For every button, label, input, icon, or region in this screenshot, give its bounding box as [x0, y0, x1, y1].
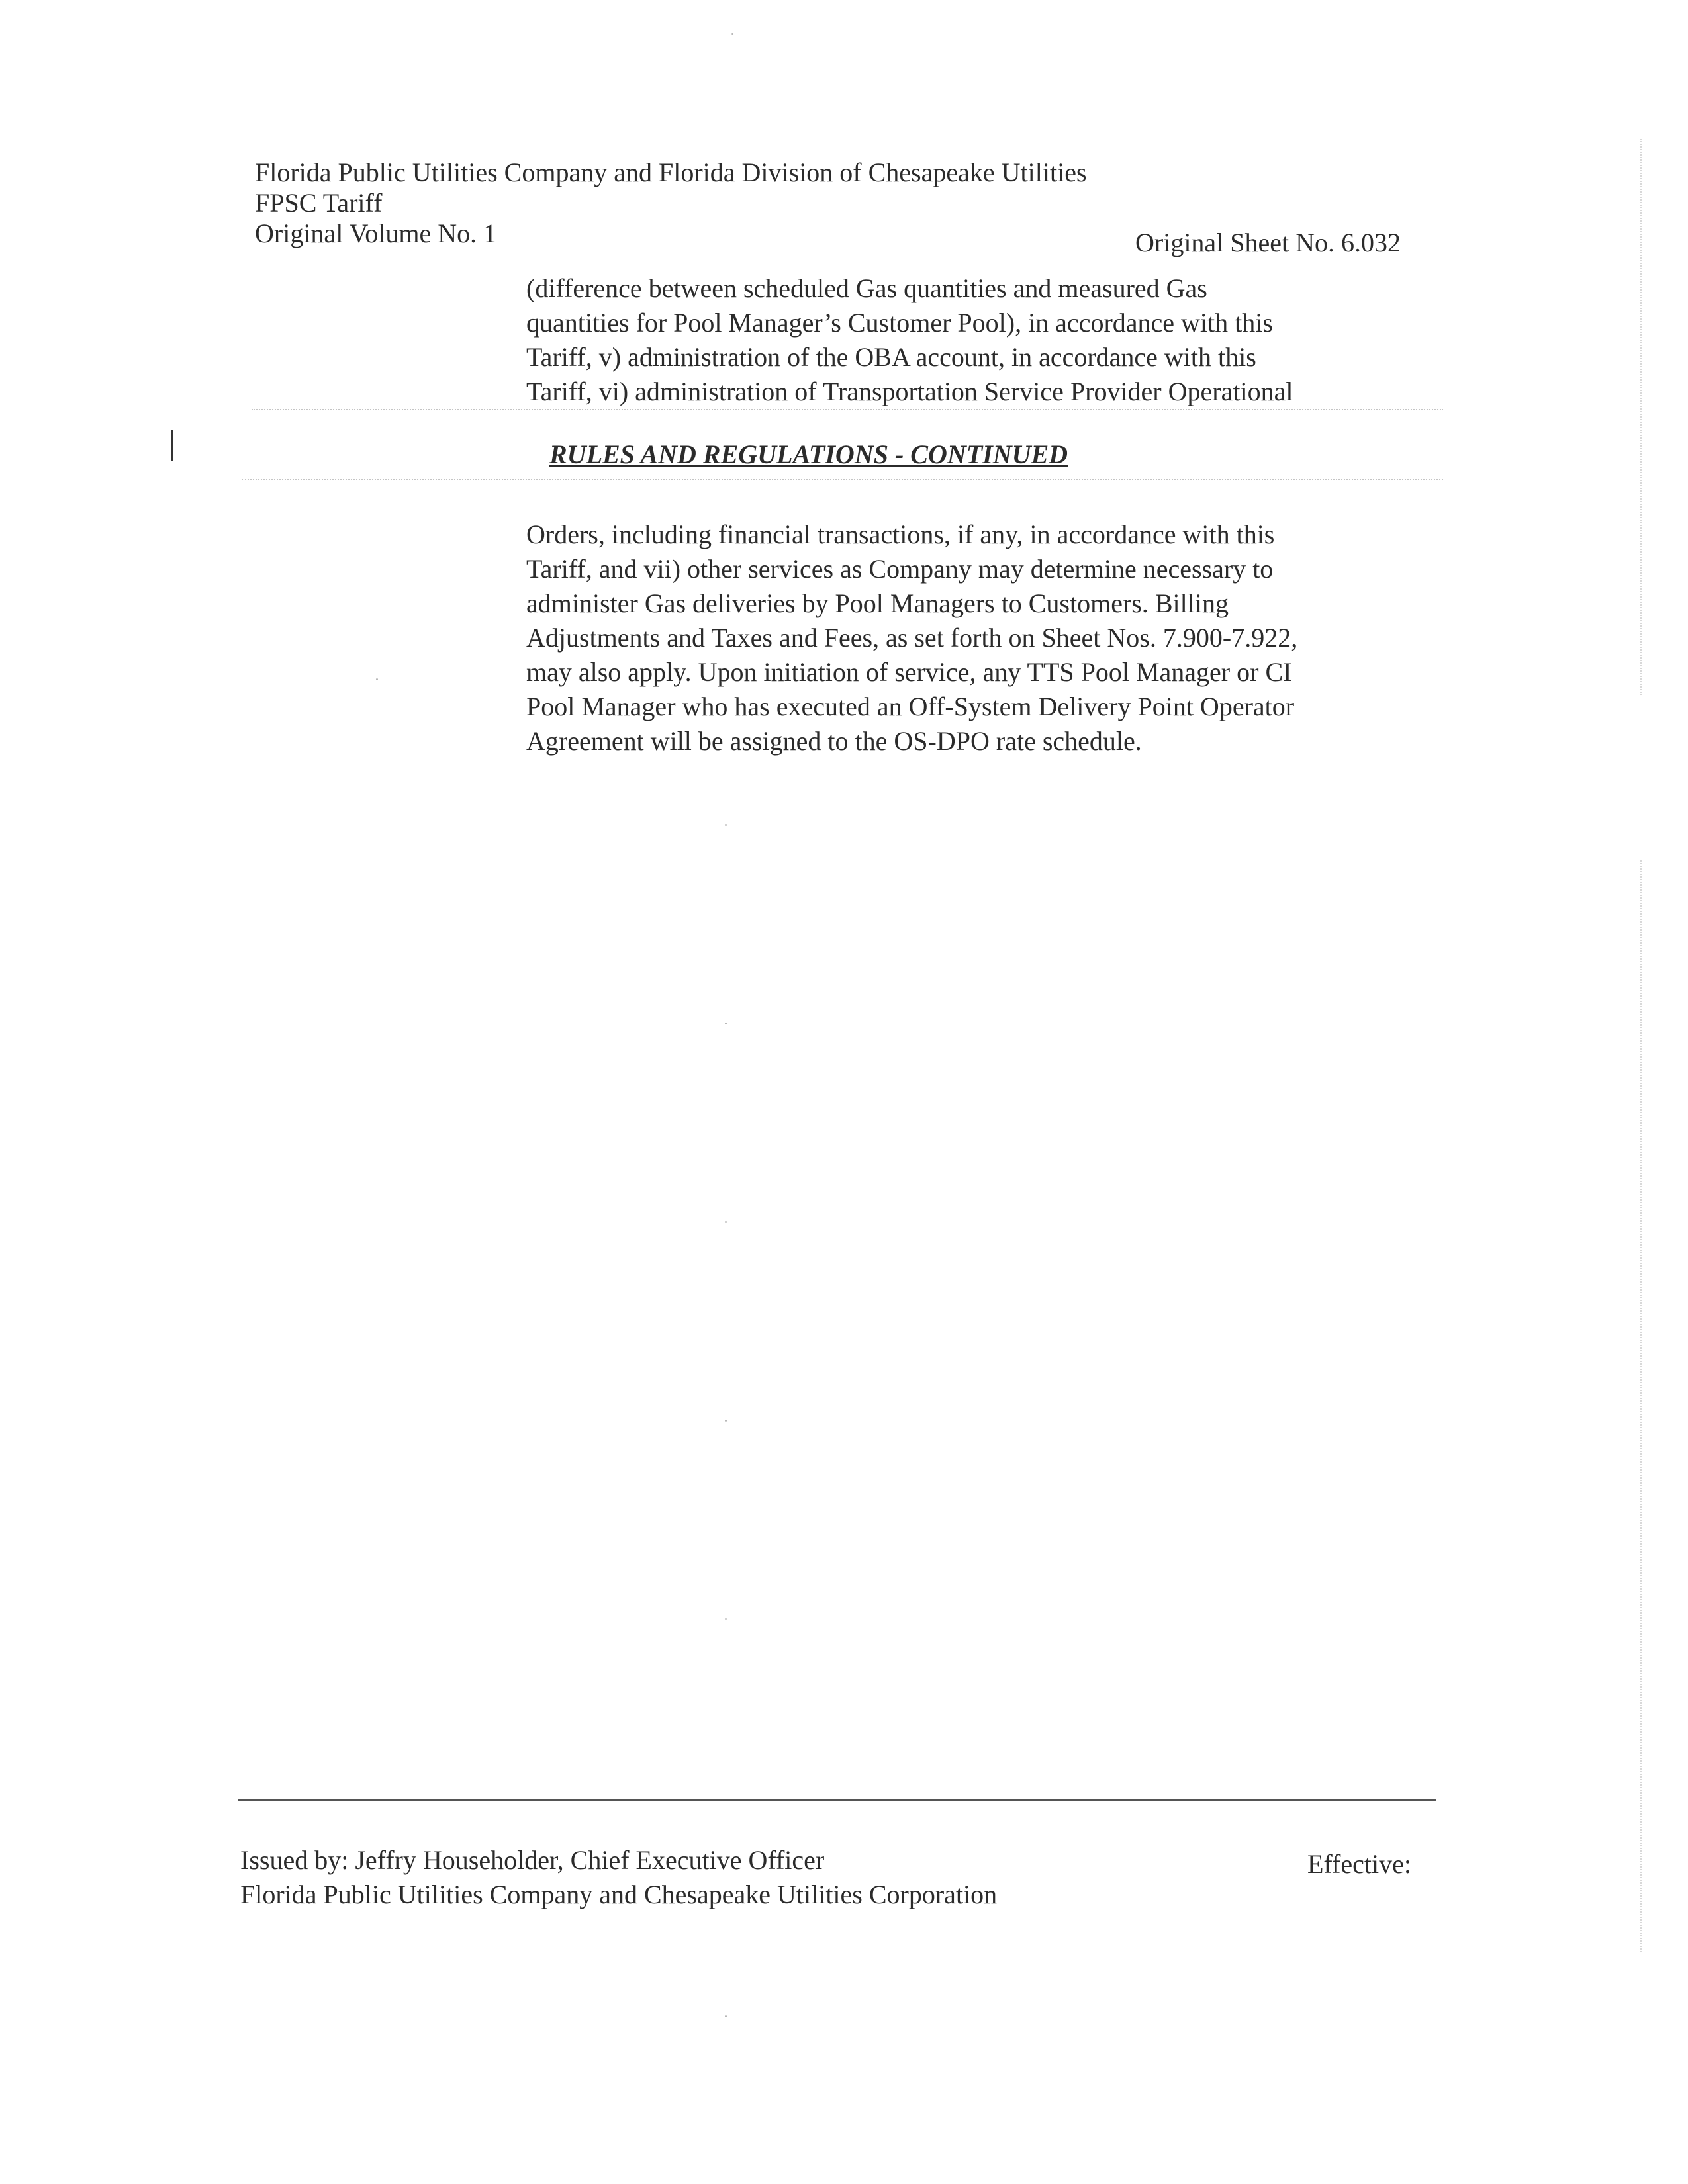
header-company-line: Florida Public Utilities Company and Florida Division of Chesapeake Utilities	[255, 158, 1087, 187]
section-title: RULES AND REGULATIONS - CONTINUED	[549, 439, 1068, 469]
footer-company: Florida Public Utilities Company and Chesapeake Utilities Corporation	[240, 1880, 998, 1909]
paste-divider-bottom	[242, 479, 1443, 480]
main-line-2: Tariff, and vii) other services as Company may determine necessary to	[526, 554, 1274, 584]
header-sheet-number: Original Sheet No. 6.032	[1135, 228, 1401, 257]
header-volume-line: Original Volume No. 1	[255, 218, 497, 248]
main-line-6: Pool Manager who has executed an Off-System Delivery Point Operator	[526, 692, 1295, 721]
main-line-4: Adjustments and Taxes and Fees, as set forth on Sheet Nos. 7.900-7.922,	[526, 623, 1298, 653]
header-tariff-line: FPSC Tariff	[255, 188, 383, 218]
carryover-paragraph	[526, 271, 1293, 409]
scan-speck	[725, 1023, 727, 1024]
scan-speck	[725, 1221, 727, 1223]
main-line-5: may also apply. Upon initiation of service, any TTS Pool Manager or CI	[526, 657, 1292, 687]
paste-divider-top	[252, 409, 1443, 410]
main-line-7: Agreement will be assigned to the OS-DPO rate schedule.	[526, 726, 1142, 756]
footer-rule	[238, 1799, 1436, 1801]
scan-speck	[731, 33, 733, 35]
carryover-line-1: (difference between scheduled Gas quantities and measured Gas	[526, 273, 1207, 303]
scan-speck	[725, 1420, 727, 1422]
footer-issued-by: Issued by: Jeffry Householder, Chief Executive Officer	[240, 1845, 825, 1875]
main-paragraph	[526, 518, 1297, 758]
scan-speck	[376, 678, 378, 680]
carryover-line-2: quantities for Pool Manager’s Customer Pool), in accordance with this	[526, 308, 1273, 338]
footer-effective-label: Effective:	[1307, 1849, 1411, 1879]
scan-speck	[725, 2015, 727, 2017]
main-line-3: administer Gas deliveries by Pool Managers to Customers. Billing	[526, 588, 1229, 618]
scan-edge	[1640, 860, 1643, 1952]
scan-speck	[725, 824, 727, 826]
scan-speck	[725, 1618, 727, 1620]
main-line-1: Orders, including financial transactions, if any, in accordance with this	[526, 520, 1275, 549]
scan-edge	[1640, 139, 1643, 695]
margin-mark	[171, 430, 173, 461]
carryover-line-4: Tariff, vi) administration of Transportation Service Provider Operational	[526, 377, 1293, 406]
carryover-line-3: Tariff, v) administration of the OBA account, in accordance with this	[526, 342, 1256, 372]
